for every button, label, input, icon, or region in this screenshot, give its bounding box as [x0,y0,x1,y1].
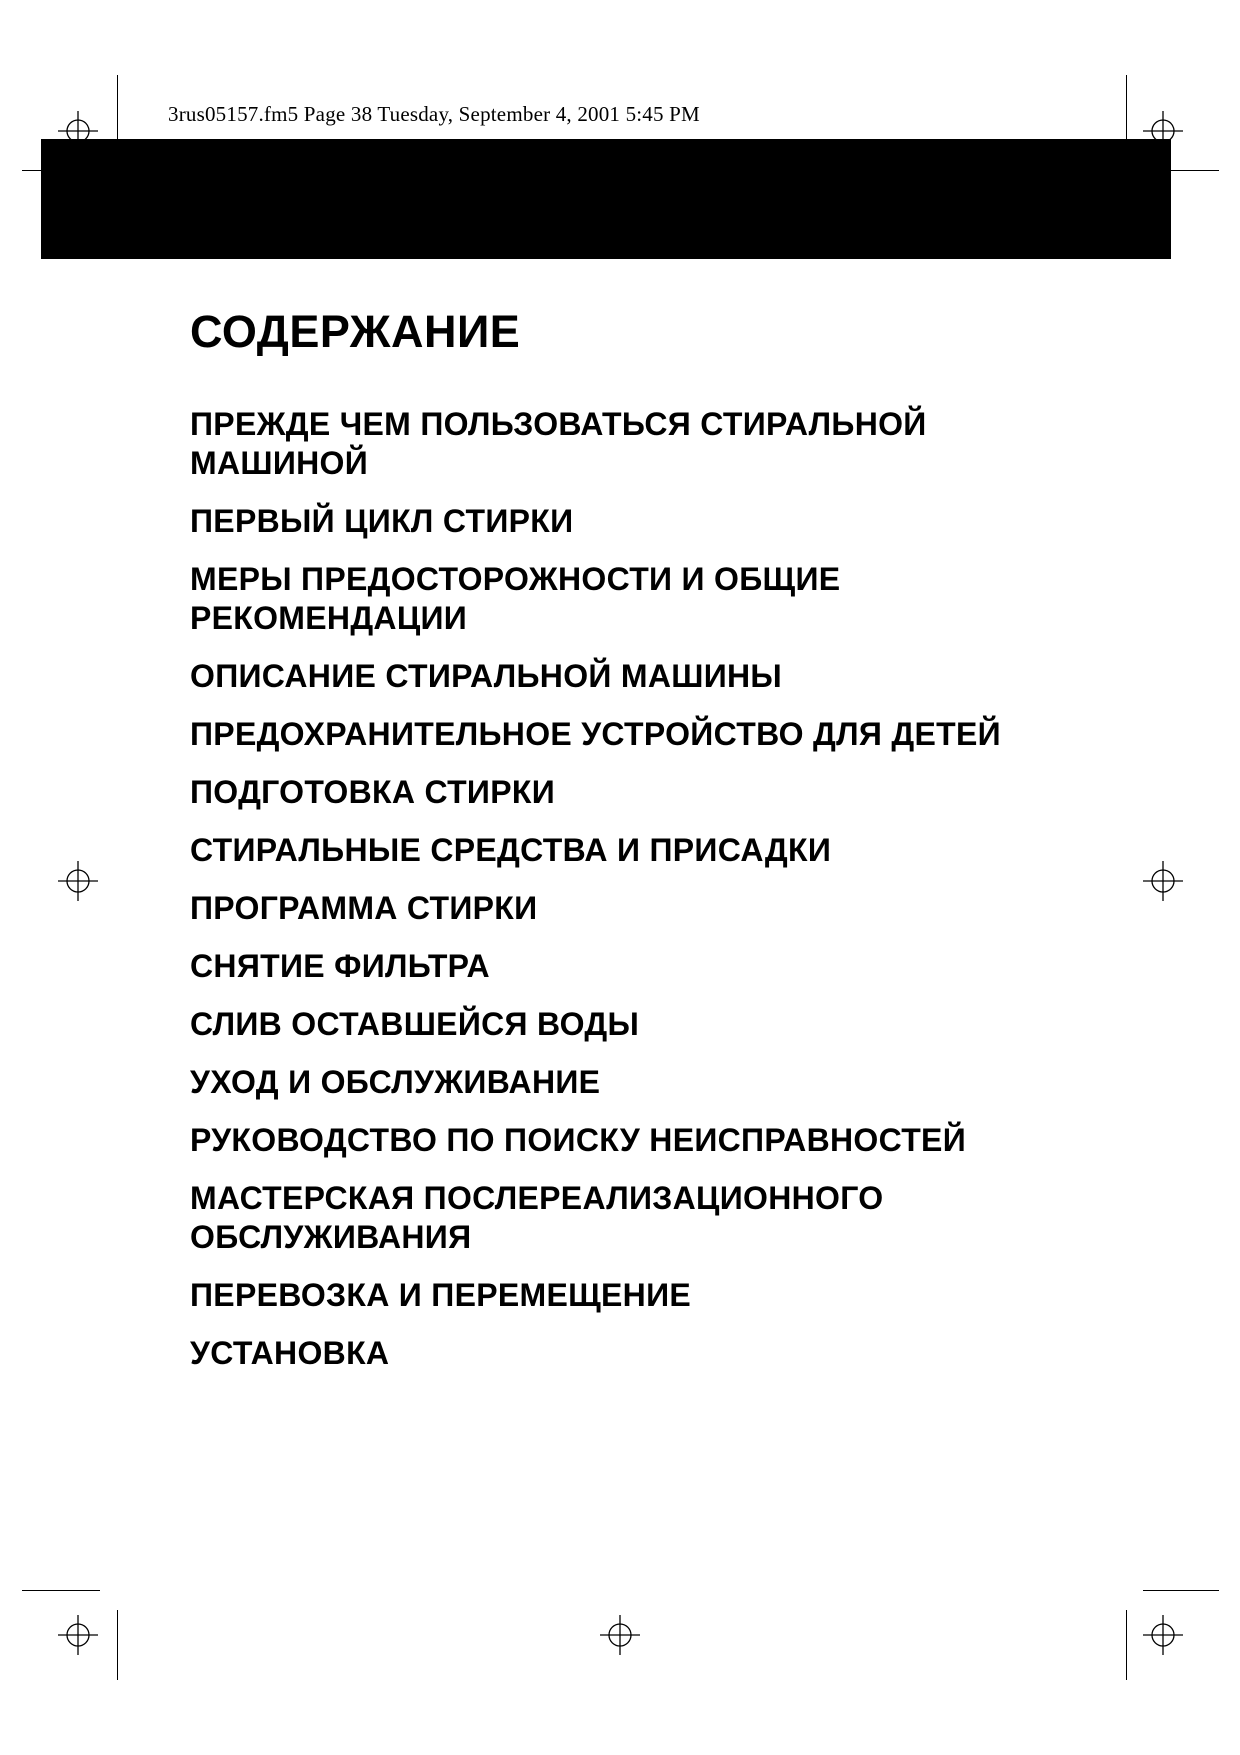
crop-mark [1126,75,1127,143]
toc-item: ПРОГРАММА СТИРКИ [190,890,538,926]
toc-item: ПРЕДОХРАНИТЕЛЬНОЕ УСТРОЙСТВО ДЛЯ ДЕТЕЙ [190,716,1001,752]
toc-item: УСТАНОВКА [190,1335,390,1371]
toc-item: МАСТЕРСКАЯ ПОСЛЕРЕАЛИЗАЦИОННОГО ОБСЛУЖИВАНИЯ [190,1180,884,1255]
crop-mark [1126,1610,1127,1680]
crop-mark [117,1610,118,1680]
toc-item: ОПИСАНИЕ СТИРАЛЬНОЙ МАШИНЫ [190,658,783,694]
toc-item: СТИРАЛЬНЫЕ СРЕДСТВА И ПРИСАДКИ [190,832,832,868]
registration-mark-icon [58,861,98,901]
crop-mark [22,1590,100,1591]
toc-item: ПОДГОТОВКА СТИРКИ [190,774,555,810]
crop-mark [1171,170,1219,171]
registration-mark-icon [58,1615,98,1655]
toc-item: СЛИВ ОСТАВШЕЙСЯ ВОДЫ [190,1006,640,1042]
toc-item: УХОД И ОБСЛУЖИВАНИЕ [190,1064,601,1100]
toc-item: РУКОВОДСТВО ПО ПОИСКУ НЕИСПРАВНОСТЕЙ [190,1122,967,1158]
toc-item: ПРЕЖДЕ ЧЕМ ПОЛЬЗОВАТЬСЯ СТИРАЛЬНОЙ МАШИНОЙ [190,406,927,481]
crop-mark [1143,1590,1219,1591]
print-slug: 3rus05157.fm5 Page 38 Tuesday, September 4, 2001 5:45 PM [168,102,700,126]
page-title: СОДЕРЖАНИЕ [190,306,521,357]
header-band [41,139,1171,259]
crop-mark [117,75,118,143]
toc-item: СНЯТИЕ ФИЛЬТРА [190,948,490,984]
registration-mark-icon [600,1615,640,1655]
toc-item: МЕРЫ ПРЕДОСТОРОЖНОСТИ И ОБЩИЕ РЕКОМЕНДАЦИИ [190,561,841,636]
toc-item: ПЕРВЫЙ ЦИКЛ СТИРКИ [190,503,574,539]
table-of-contents [190,405,1070,1392]
registration-mark-icon [1143,861,1183,901]
toc-item: ПЕРЕВОЗКА И ПЕРЕМЕЩЕНИЕ [190,1277,692,1313]
registration-mark-icon [1143,1615,1183,1655]
